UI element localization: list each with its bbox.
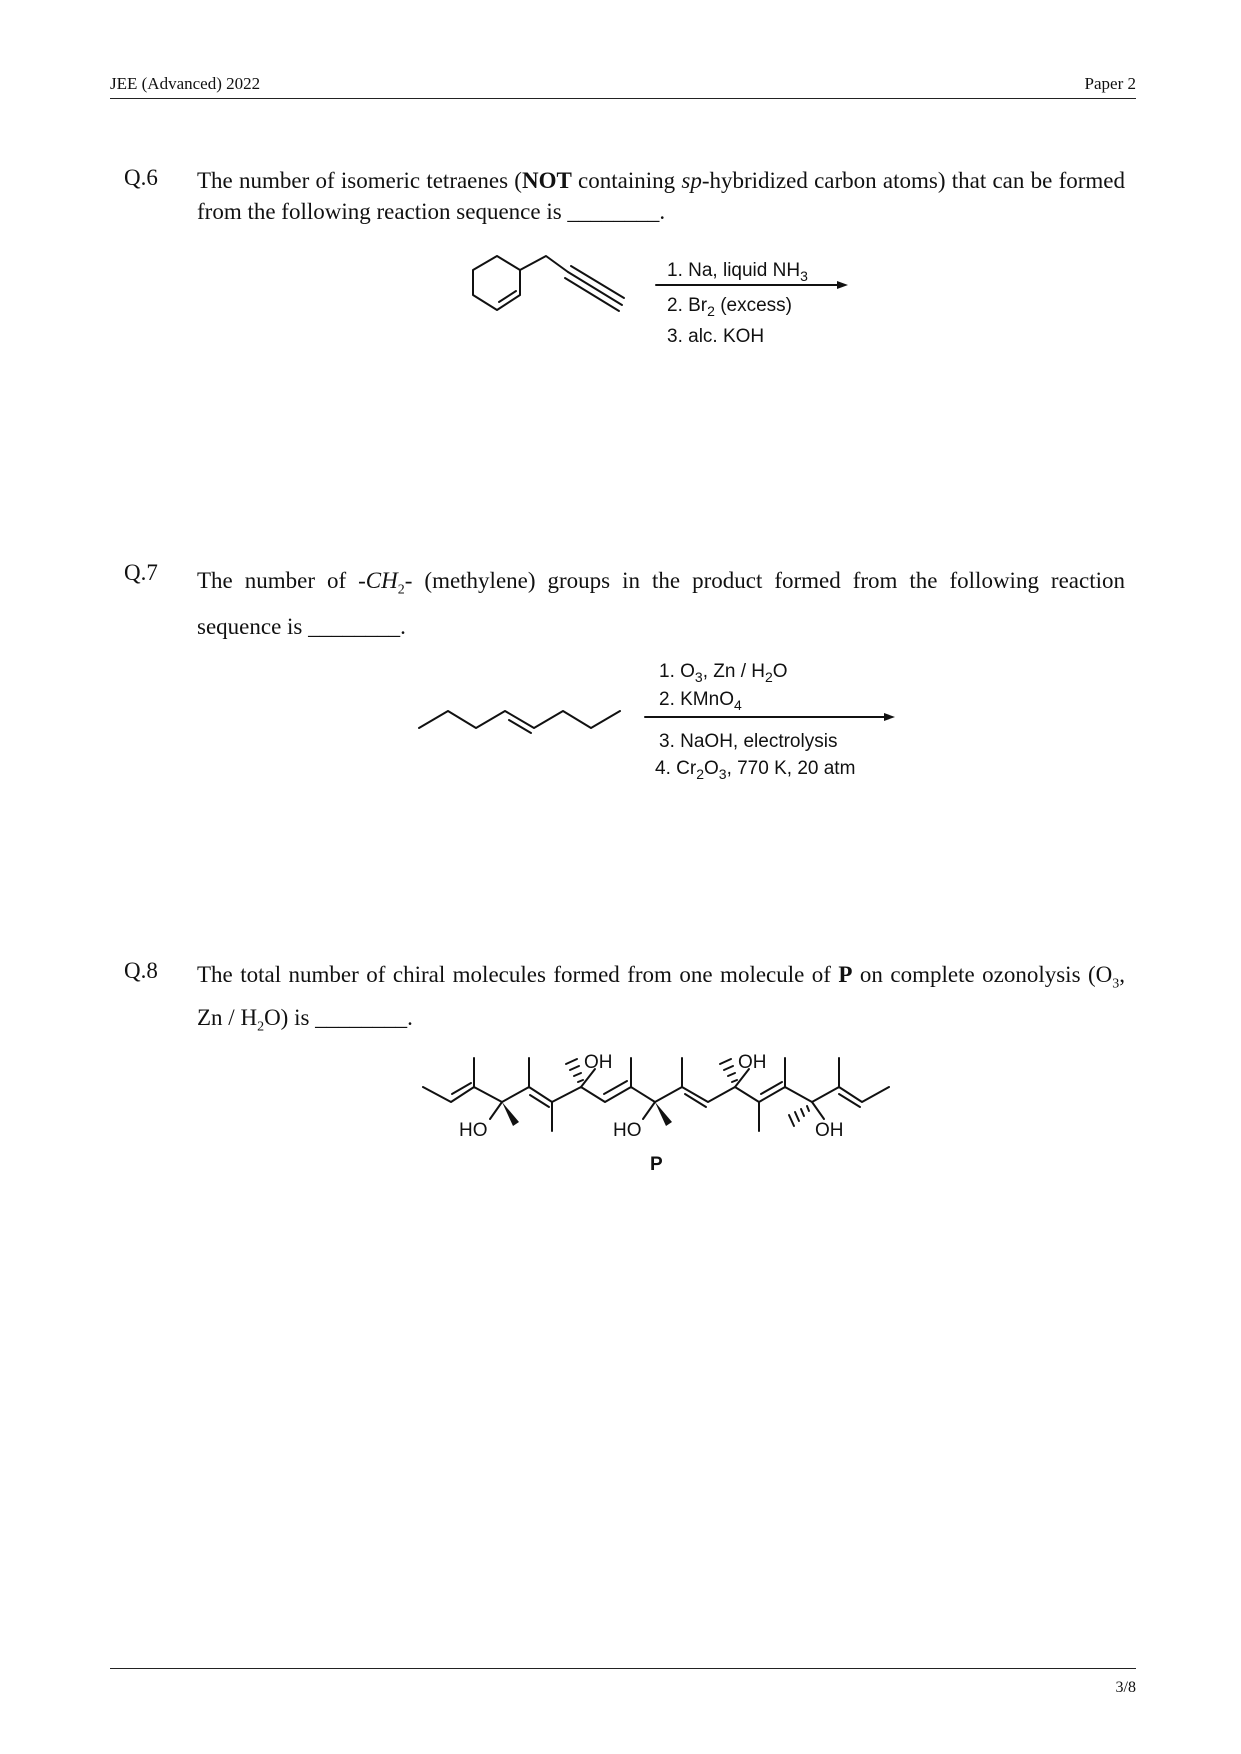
paper-label: Paper 2 bbox=[1084, 74, 1136, 93]
oh-label: OH bbox=[738, 1052, 767, 1073]
q6-reagent-3: 3. alc. KOH bbox=[667, 326, 765, 347]
q7-reagent-4: 4. $Cr_2O_3$, 770 K, 20 atm bbox=[655, 758, 856, 782]
hashed-bond bbox=[566, 1059, 583, 1082]
hashed-bond bbox=[789, 1106, 809, 1126]
oh-label: OH bbox=[815, 1120, 844, 1141]
q6-reagent-2: 2. $Br_2$ (excess) bbox=[667, 295, 792, 319]
exam-title: JEE (Advanced) 2022 bbox=[110, 74, 261, 93]
footer-rule bbox=[110, 1668, 1136, 1669]
q7-reagent-1: 1. $O_3$, Zn / $H_2O$ bbox=[659, 661, 788, 685]
q7-reagent-2: 2. KMnO$_4$ bbox=[659, 689, 742, 713]
wedge-bond bbox=[502, 1102, 519, 1126]
q6-reagent-1: 1. Na, liquid $NH_3$ bbox=[667, 260, 808, 284]
question-text: The number of $-CH_2-$ (methylene) groups in the product formed from the following reaction sequence is ________. bbox=[197, 568, 1125, 639]
compound-label: P bbox=[650, 1154, 663, 1175]
oh-label: OH bbox=[584, 1052, 613, 1073]
question-number: Q.7 bbox=[124, 560, 158, 585]
page-number: 3/8 bbox=[1115, 1679, 1136, 1696]
wedge-bond bbox=[655, 1102, 672, 1126]
ho-label: HO bbox=[613, 1120, 642, 1141]
q7-reagent-3: 3. NaOH, electrolysis bbox=[659, 731, 838, 752]
ho-label: HO bbox=[459, 1120, 488, 1141]
question-text: The total number of chiral molecules formed from one molecule of P on complete ozonolysis ($O_3$, Zn / $H_2O$) is ________. bbox=[197, 962, 1125, 1035]
question-number: Q.8 bbox=[124, 958, 158, 983]
question-number: Q.6 bbox=[124, 165, 158, 190]
hashed-bond bbox=[720, 1059, 737, 1082]
question-text: The number of isomeric tetraenes (NOT containing sp-hybridized carbon atoms) that can be formed from the following reaction sequence is ________. bbox=[197, 168, 1125, 224]
